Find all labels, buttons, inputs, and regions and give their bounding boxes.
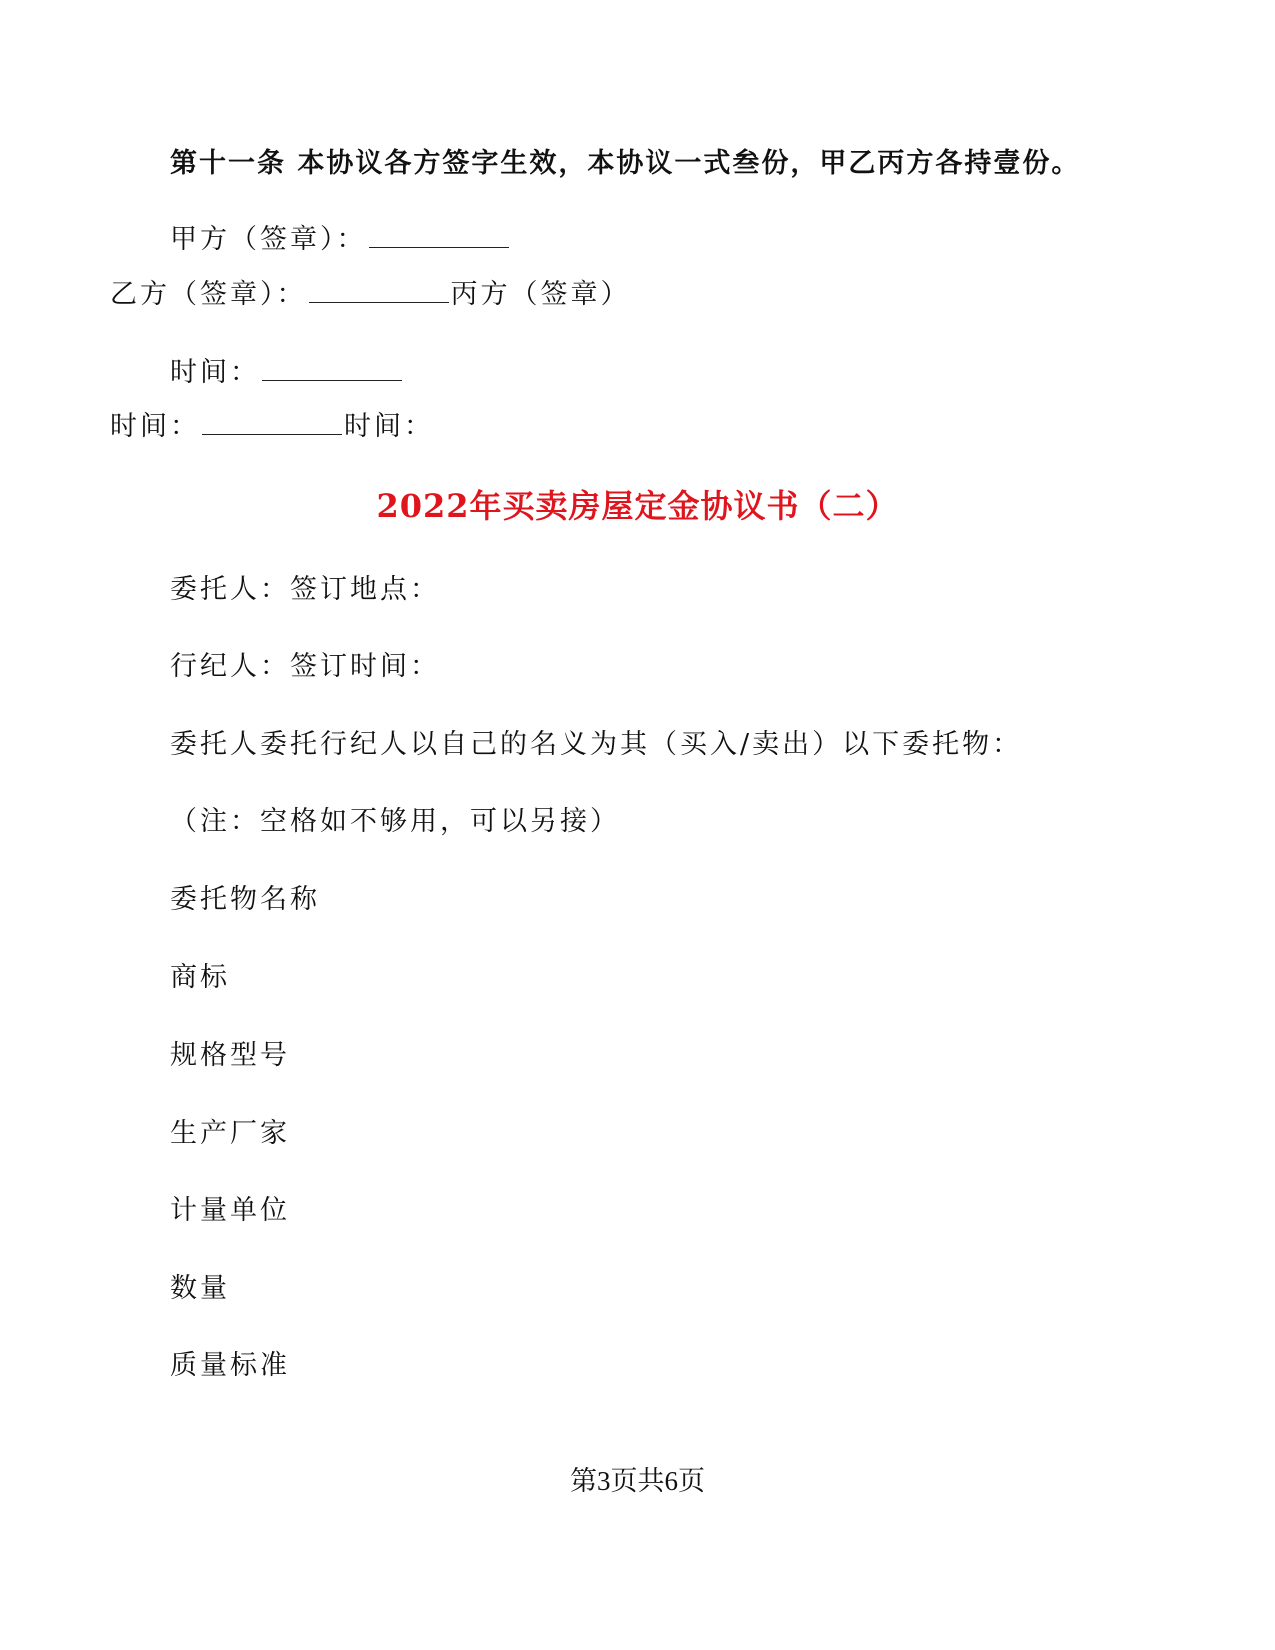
field-trademark: 商标 bbox=[170, 962, 230, 993]
time-line-2 bbox=[110, 409, 434, 445]
client-place-line: 委托人：签订地点： bbox=[170, 574, 440, 605]
field-quantity: 数量 bbox=[170, 1273, 230, 1304]
party-b-label: 乙方（签章）： bbox=[110, 279, 307, 310]
field-unit: 计量单位 bbox=[170, 1195, 290, 1226]
party-b-blank bbox=[309, 280, 449, 303]
article-11: 第十一条 本协议各方签字生效，本协议一式叁份，甲乙丙方各持壹份。 bbox=[170, 148, 1081, 179]
time-line-1 bbox=[170, 355, 404, 391]
time-blank-1 bbox=[262, 358, 402, 381]
party-a-blank bbox=[369, 225, 509, 248]
party-c-label: 丙方（签章） bbox=[450, 279, 631, 310]
field-quality-standard: 质量标准 bbox=[170, 1350, 290, 1381]
page-number: 第3页共6页 bbox=[570, 1466, 705, 1496]
commission-statement: 委托人委托行纪人以自己的名义为其（买入/卖出）以下委托物： bbox=[170, 729, 1023, 760]
time-blank-2 bbox=[202, 412, 342, 435]
field-manufacturer: 生产厂家 bbox=[170, 1118, 290, 1149]
party-a-label: 甲方（签章）： bbox=[170, 224, 367, 255]
party-b-c-signature-line bbox=[110, 277, 631, 313]
party-a-signature-line bbox=[170, 222, 511, 258]
broker-time-line: 行纪人：签订时间： bbox=[170, 651, 440, 682]
field-spec-model: 规格型号 bbox=[170, 1040, 290, 1071]
time-label-2: 时间： bbox=[110, 411, 200, 442]
field-item-name: 委托物名称 bbox=[170, 884, 320, 915]
time-label-3: 时间： bbox=[344, 411, 434, 442]
section-title: 2022年买卖房屋定金协议书（二） bbox=[376, 487, 899, 525]
time-label-1: 时间： bbox=[170, 357, 260, 388]
note-line: （注：空格如不够用，可以另接） bbox=[170, 806, 620, 837]
